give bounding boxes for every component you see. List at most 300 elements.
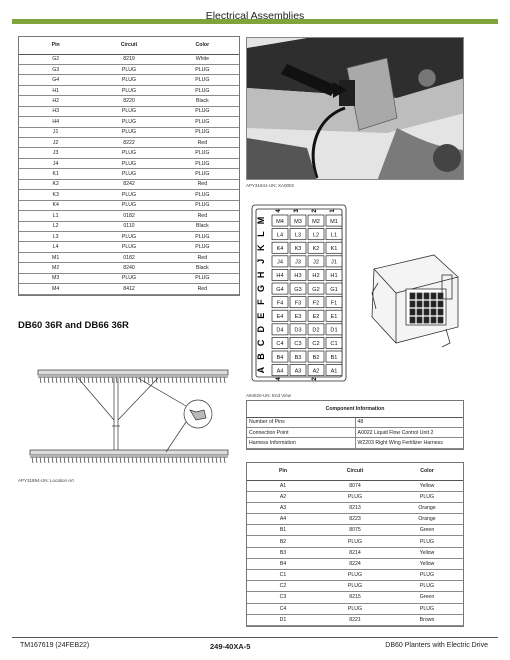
cell-pin: G2	[19, 54, 92, 64]
table-row	[19, 263, 239, 273]
planter-row-unit	[36, 457, 37, 463]
column-header-pin: Pin	[19, 37, 92, 54]
cell-color: Yellow	[391, 547, 463, 558]
cell-color: PLUG	[166, 158, 239, 168]
connector-pin-label: E1	[330, 314, 338, 320]
cell-color: PLUG	[166, 169, 239, 179]
planter-row-unit	[196, 457, 197, 463]
cell-circuit: 8222	[92, 138, 165, 148]
cell-color: Yellow	[391, 480, 463, 491]
connector-pin-label: J1	[331, 259, 337, 266]
planter-row-unit	[184, 377, 185, 383]
cell-circuit: 0182	[92, 252, 165, 262]
cell-pin: K1	[19, 169, 92, 179]
table-row	[247, 581, 463, 592]
connector-pin-label: H3	[294, 273, 302, 280]
planter-row-unit	[156, 457, 157, 463]
cell-circuit: 0110	[92, 221, 165, 231]
connector-column-number: 4	[276, 377, 282, 381]
table-row	[19, 54, 239, 64]
cell-color: PLUG	[166, 75, 239, 85]
column-header-circuit: Circuit	[92, 37, 165, 54]
connector-pin-label: F1	[330, 300, 338, 307]
cell-circuit: PLUG	[92, 273, 165, 283]
connector-end-view-diagram	[246, 197, 464, 389]
planter-row-unit	[52, 377, 53, 383]
table-row	[247, 592, 463, 603]
planter-row-unit	[136, 377, 137, 383]
connector-iso-pin	[417, 293, 422, 299]
planter-row-unit	[220, 377, 221, 383]
table-row	[19, 117, 239, 127]
connector-iso-pin	[410, 317, 415, 323]
planter-row-unit	[172, 457, 173, 463]
planter-row-unit	[40, 457, 41, 463]
cell-pin: C4	[247, 603, 319, 614]
connector-pin-label: H2	[312, 273, 320, 280]
planter-row-unit	[84, 457, 85, 463]
cell-pin: C1	[247, 570, 319, 581]
cell-color: PLUG	[166, 85, 239, 95]
cell-pin: G3	[19, 64, 92, 74]
planter-row-unit	[120, 377, 121, 383]
connector-column-number: 2	[312, 209, 318, 213]
table-row	[19, 211, 239, 221]
planter-row-unit	[204, 457, 205, 463]
connector-pin-label: H4	[276, 273, 284, 280]
cell-circuit: PLUG	[92, 190, 165, 200]
cell-color: PLUG	[166, 117, 239, 127]
connector-pin-label: D4	[276, 327, 284, 334]
planter-row-unit	[148, 377, 149, 383]
column-header-pin: Pin	[247, 463, 319, 480]
planter-row-unit	[220, 457, 221, 463]
cell-color: PLUG	[166, 106, 239, 116]
component-information-table	[246, 400, 464, 450]
cell-color: Brown	[391, 614, 463, 625]
cell-pin: D1	[247, 614, 319, 625]
connector-row-letter: K	[256, 244, 266, 251]
planter-row-unit	[188, 377, 189, 383]
table-row	[247, 614, 463, 625]
cell-color: PLUG	[391, 581, 463, 592]
table-row	[19, 75, 239, 85]
connector-pin-label: C3	[294, 341, 302, 348]
planter-row-unit	[96, 377, 97, 383]
table-row	[19, 106, 239, 116]
connector-iso-pin	[438, 317, 443, 323]
planter-row-unit	[164, 457, 165, 463]
planter-row-unit	[60, 457, 61, 463]
connector-pin-label: K3	[294, 246, 302, 252]
planter-row-unit	[56, 457, 57, 463]
connector-pin-label: E4	[276, 314, 284, 320]
component-info-value: W2203 Right Wing Fertilizer Harness	[355, 438, 463, 448]
planter-row-unit	[80, 457, 81, 463]
cell-pin: M4	[19, 284, 92, 294]
cell-pin: B1	[247, 525, 319, 536]
connector-column-number: 2	[312, 377, 318, 381]
column-header-circuit: Circuit	[319, 463, 391, 480]
planter-row-unit	[44, 457, 45, 463]
cell-circuit: PLUG	[319, 581, 391, 592]
table-row	[247, 514, 463, 525]
connector-pin-label: M1	[330, 218, 338, 225]
planter-row-unit	[176, 377, 177, 383]
component-info-label: Harness Information	[247, 438, 355, 448]
cell-pin: H3	[19, 106, 92, 116]
planter-row-unit	[208, 377, 209, 383]
connector-row-letter: B	[256, 353, 266, 360]
planter-row-unit	[180, 457, 181, 463]
cell-pin: C2	[247, 581, 319, 592]
cell-circuit: 8242	[92, 179, 165, 189]
planter-row-unit	[120, 457, 121, 463]
cell-pin: A1	[247, 480, 319, 491]
planter-row-unit	[160, 457, 161, 463]
cell-circuit: PLUG	[92, 200, 165, 210]
table-row	[247, 547, 463, 558]
planter-row-unit	[116, 377, 117, 383]
cell-circuit: PLUG	[319, 536, 391, 547]
cell-pin: M3	[19, 273, 92, 283]
right-pin-table	[246, 462, 464, 627]
connector-location-photo	[246, 37, 464, 180]
connector-pin-label: M3	[294, 218, 302, 225]
footer-page-number: 249-40XA-5	[210, 642, 251, 651]
connector-caption: A94920-UN: End View	[246, 393, 291, 398]
cell-color: PLUG	[391, 491, 463, 502]
cell-pin: M2	[19, 263, 92, 273]
connector-pin-label: K1	[330, 246, 338, 252]
cell-circuit: 8240	[92, 263, 165, 273]
cell-circuit: 0182	[92, 211, 165, 221]
cell-pin: J3	[19, 148, 92, 158]
right-table-body	[247, 480, 463, 625]
planter-row-unit	[40, 377, 41, 383]
connector-iso-pin	[438, 309, 443, 315]
planter-row-unit	[72, 377, 73, 383]
planter-row-unit	[104, 377, 105, 383]
connector-pin-label: J4	[277, 259, 283, 266]
connector-iso-pin	[431, 317, 436, 323]
footer-divider	[12, 637, 498, 638]
connector-iso-pin	[410, 301, 415, 307]
connector-pin-label: G2	[312, 286, 320, 293]
planter-row-unit	[108, 377, 109, 383]
connector-pin-label: H1	[330, 273, 338, 280]
table-row	[247, 502, 463, 513]
table-row	[247, 603, 463, 614]
connector-iso-pin	[424, 317, 429, 323]
planter-row-unit	[44, 377, 45, 383]
planter-row-unit	[56, 377, 57, 383]
planter-row-unit	[128, 457, 129, 463]
cell-color: PLUG	[166, 148, 239, 158]
cell-circuit: PLUG	[92, 148, 165, 158]
cell-pin: K3	[19, 190, 92, 200]
cell-color: Red	[166, 284, 239, 294]
connector-pin-label: K4	[276, 246, 284, 252]
cell-pin: L1	[19, 211, 92, 221]
connector-iso-pin	[424, 309, 429, 315]
planter-row-unit	[68, 457, 69, 463]
connector-pin-label: L2	[312, 232, 320, 239]
table-row	[247, 536, 463, 547]
component-info-value: A0022 Liquid Flow Control Unit 2	[355, 427, 463, 437]
table-row	[19, 148, 239, 158]
planter-row-unit	[140, 457, 141, 463]
footer-document-id: TM167619 (24FEB22)	[20, 642, 90, 649]
cell-color: Black	[166, 263, 239, 273]
planter-row-unit	[180, 377, 181, 383]
planter-row-unit	[224, 377, 225, 383]
planter-row-unit	[48, 377, 49, 383]
connector-row-letter: F	[256, 299, 266, 305]
cell-color: Black	[166, 96, 239, 106]
table-row	[247, 558, 463, 569]
planter-caption: APY31894-UN: Location Art	[18, 478, 74, 483]
cell-circuit: PLUG	[319, 491, 391, 502]
table-row	[19, 221, 239, 231]
table-row	[19, 284, 239, 294]
connector-pin-label: J2	[313, 259, 319, 266]
table-row	[19, 252, 239, 262]
planter-row-unit	[192, 377, 193, 383]
cell-color: Red	[166, 252, 239, 262]
page-title: Electrical Assemblies	[205, 10, 305, 22]
cell-pin: K2	[19, 179, 92, 189]
table-row	[247, 491, 463, 502]
connector-pin-label: M2	[312, 218, 320, 225]
cell-color: Black	[166, 221, 239, 231]
planter-row-unit	[48, 457, 49, 463]
cell-color: PLUG	[166, 200, 239, 210]
component-info-title: Component Information	[247, 401, 463, 417]
cell-circuit: 8412	[92, 284, 165, 294]
cell-circuit: 8224	[319, 558, 391, 569]
cell-pin: B4	[247, 558, 319, 569]
table-row	[19, 64, 239, 74]
cell-color: Orange	[391, 502, 463, 513]
planter-row-unit	[208, 457, 209, 463]
connector-pin-label: J3	[295, 259, 301, 266]
cell-pin: J4	[19, 158, 92, 168]
connector-column-number: 3	[294, 209, 300, 213]
planter-row-unit	[112, 457, 113, 463]
connector-row-letter: M	[256, 216, 266, 225]
cell-color: Red	[166, 138, 239, 148]
planter-row-unit	[216, 377, 217, 383]
cell-pin: H1	[19, 85, 92, 95]
table-row	[19, 169, 239, 179]
connector-pin-label: D1	[330, 327, 338, 334]
planter-row-unit	[84, 377, 85, 383]
table-header-row	[19, 37, 239, 54]
cell-color: Red	[166, 179, 239, 189]
cell-circuit: 8215	[319, 592, 391, 603]
cell-pin: A3	[247, 502, 319, 513]
connector-iso-pin	[410, 293, 415, 299]
table-row	[19, 242, 239, 252]
connector-row-letter: A	[256, 366, 266, 374]
connector-row-letter: E	[256, 312, 266, 319]
table-row	[19, 190, 239, 200]
table-row	[19, 127, 239, 137]
planter-row-unit	[88, 377, 89, 383]
connector-iso-pin	[424, 301, 429, 307]
planter-location-illustration	[18, 340, 240, 475]
cell-circuit: PLUG	[92, 158, 165, 168]
connector-pin-label: F4	[276, 300, 284, 307]
cell-pin: B2	[247, 536, 319, 547]
cell-color: PLUG	[391, 536, 463, 547]
connector-pin-label: L3	[294, 232, 302, 239]
component-info-row	[247, 438, 463, 448]
planter-row-unit	[200, 377, 201, 383]
column-header-color: Color	[166, 37, 239, 54]
planter-row-unit	[204, 377, 205, 383]
planter-row-unit	[152, 377, 153, 383]
cell-color: PLUG	[166, 190, 239, 200]
cell-circuit: PLUG	[92, 85, 165, 95]
connector-iso-pin	[417, 317, 422, 323]
connector-iso-pin	[417, 301, 422, 307]
table-row	[19, 231, 239, 241]
cell-pin: L4	[19, 242, 92, 252]
table-row	[19, 200, 239, 210]
footer-manual-title: DB60 Planters with Electric Drive	[385, 642, 488, 649]
left-table-body	[19, 54, 239, 294]
column-header-color: Color	[391, 463, 463, 480]
connector-pin-label: C4	[276, 341, 284, 348]
connector-row-letter: C	[256, 339, 266, 347]
planter-row-unit	[32, 457, 33, 463]
table-row	[247, 480, 463, 491]
connector-pin-label: C2	[312, 341, 320, 348]
connector-pin-label: A2	[312, 368, 320, 375]
planter-row-unit	[160, 377, 161, 383]
connector-pin-label: M4	[276, 218, 284, 225]
cell-pin: C3	[247, 592, 319, 603]
connector-pin-label: A4	[276, 368, 284, 375]
cell-pin: G4	[19, 75, 92, 85]
planter-row-unit	[92, 457, 93, 463]
cell-pin: J1	[19, 127, 92, 137]
planter-row-unit	[148, 457, 149, 463]
connector-pin-label: L1	[330, 232, 338, 239]
cell-pin: J2	[19, 138, 92, 148]
planter-row-unit	[128, 377, 129, 383]
planter-row-unit	[64, 377, 65, 383]
connector-column-number: 1	[330, 209, 336, 213]
planter-row-unit	[92, 377, 93, 383]
connector-pin-label: G4	[276, 286, 284, 293]
connector-pin-label: G1	[330, 286, 338, 293]
table-row	[247, 570, 463, 581]
cell-color: White	[166, 54, 239, 64]
planter-row-unit	[108, 457, 109, 463]
cell-color: Yellow	[391, 558, 463, 569]
table-row	[19, 273, 239, 283]
connector-row-letter: G	[256, 284, 266, 293]
table-row	[247, 525, 463, 536]
connector-iso-pin	[431, 301, 436, 307]
planter-row-unit	[100, 457, 101, 463]
cell-color: Green	[391, 592, 463, 603]
cell-circuit: 8075	[319, 525, 391, 536]
component-info-label: Number of Pins	[247, 417, 355, 427]
cell-circuit: PLUG	[319, 603, 391, 614]
planter-row-unit	[124, 377, 125, 383]
connector-pin-label: B1	[330, 354, 338, 361]
connector-iso-pin	[417, 309, 422, 315]
table-row	[19, 179, 239, 189]
planter-row-unit	[200, 457, 201, 463]
cell-pin: H4	[19, 117, 92, 127]
planter-row-unit	[168, 377, 169, 383]
planter-row-unit	[168, 457, 169, 463]
connector-iso-pin	[424, 293, 429, 299]
cell-circuit: PLUG	[92, 75, 165, 85]
connector-pin-label: B4	[276, 354, 284, 361]
left-pin-table	[18, 36, 240, 296]
planter-row-unit	[68, 377, 69, 383]
connector-pin-label: A3	[294, 368, 302, 375]
planter-row-unit	[88, 457, 89, 463]
component-info-label: Connection Point	[247, 427, 355, 437]
planter-row-unit	[72, 457, 73, 463]
cell-color: PLUG	[166, 231, 239, 241]
section-heading: DB60 36R and DB66 36R	[18, 320, 129, 331]
component-info-row	[247, 427, 463, 437]
connector-pin-label: L4	[276, 232, 284, 239]
planter-row-unit	[136, 457, 137, 463]
cell-pin: A2	[247, 491, 319, 502]
connector-row-letter: L	[256, 231, 266, 237]
planter-row-unit	[132, 457, 133, 463]
connector-iso-pin	[431, 293, 436, 299]
table-header-row	[247, 463, 463, 480]
planter-row-unit	[188, 457, 189, 463]
cell-circuit: PLUG	[92, 64, 165, 74]
cell-color: PLUG	[166, 64, 239, 74]
connector-iso-pin	[410, 309, 415, 315]
cell-circuit: 8221	[319, 614, 391, 625]
planter-row-unit	[212, 457, 213, 463]
cell-color: Red	[166, 211, 239, 221]
connector-pin-label: B2	[312, 354, 320, 361]
cell-pin: L2	[19, 221, 92, 231]
table-row	[19, 96, 239, 106]
planter-row-unit	[96, 457, 97, 463]
planter-row-unit	[116, 457, 117, 463]
cell-pin: H2	[19, 96, 92, 106]
table-row	[19, 138, 239, 148]
planter-row-unit	[144, 457, 145, 463]
cell-pin: B3	[247, 547, 319, 558]
component-info-value: 48	[355, 417, 463, 427]
planter-row-unit	[76, 377, 77, 383]
connector-iso-pin	[438, 301, 443, 307]
connector-pin-label: A1	[330, 368, 338, 375]
connector-pin-label: B3	[294, 354, 302, 361]
connector-column-number: 4	[276, 209, 282, 213]
planter-row-unit	[172, 377, 173, 383]
cell-pin: K4	[19, 200, 92, 210]
cell-pin: M1	[19, 252, 92, 262]
planter-row-unit	[212, 377, 213, 383]
